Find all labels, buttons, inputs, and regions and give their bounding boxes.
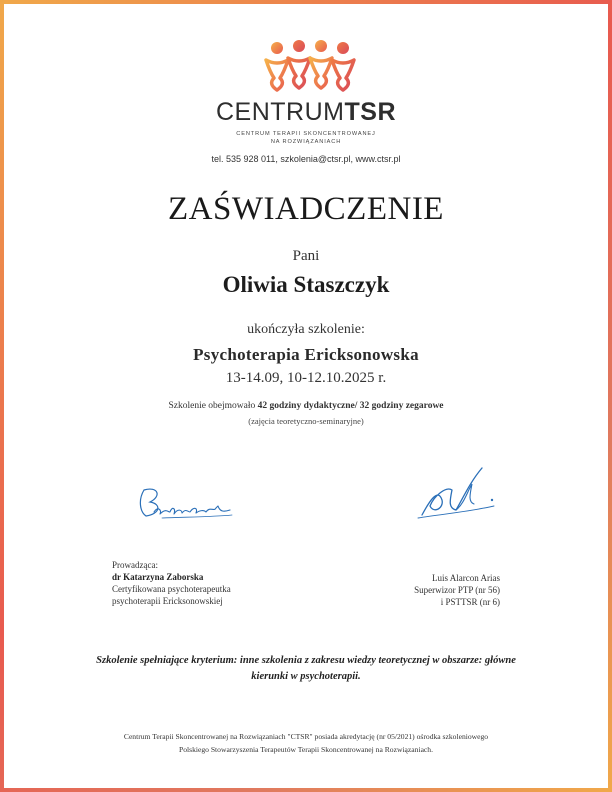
lecturer-signature xyxy=(132,482,242,522)
format-note: (zajęcia teoretyczno-seminaryjne) xyxy=(248,416,364,426)
supervisor-name: Luis Alarcon Arias xyxy=(432,573,500,583)
lecturer-label: Prowadząca: xyxy=(112,560,158,570)
supervisor-block xyxy=(414,572,500,608)
footer-line1: Centrum Terapii Skoncentrowanej na Rozwiązaniach "CTSR" posiada akredytację (nr 05/2021) ośrodka szkoleniowego xyxy=(123,732,489,741)
lecturer-block xyxy=(112,559,231,607)
logo-people-icon xyxy=(260,38,360,94)
hours-bold: 42 godziny dydaktyczne/ 32 godziny zegarowe xyxy=(257,401,444,411)
brand-subtitle-line2: NA ROZWIĄZANIACH xyxy=(270,139,342,145)
course-name: Psychoterapia Ericksonowska xyxy=(193,345,419,364)
footer-line2: Polskiego Stowarzyszenia Terapeutów Terapii Skoncentrowanej na Rozwiązaniach. xyxy=(178,745,434,754)
certificate-title: ZAŚWIADCZENIE xyxy=(168,191,444,227)
lecturer-title-line1: Certyfikowana psychoterapeutka xyxy=(112,584,231,594)
brand-subtitle-line1: CENTRUM TERAPII SKONCENTROWANEJ xyxy=(236,131,376,137)
completed-text: ukończyła szkolenie: xyxy=(247,322,365,337)
criterion-note: Szkolenie spełniające kryterium: inne szkolenia z zakresu wiedzy teoretycznej w obszarze: główne kierunki w psychoterapii. xyxy=(96,655,516,682)
course-hours xyxy=(4,401,608,411)
recipient-name: Oliwia Staszczyk xyxy=(222,272,390,297)
hours-prefix: Szkolenie obejmowało xyxy=(168,401,258,411)
salutation: Pani xyxy=(292,248,320,264)
supervisor-title-line2: i PSTTSR (nr 6) xyxy=(440,597,500,607)
lecturer-name: dr Katarzyna Zaborska xyxy=(112,572,204,582)
accreditation-footer xyxy=(64,730,548,756)
supervisor-signature xyxy=(412,460,502,525)
brand-subtitle xyxy=(4,130,608,146)
brand-light: CENTRUM xyxy=(216,98,345,126)
supervisor-title-line1: Superwizor PTP (nr 56) xyxy=(414,585,500,595)
contact-info: tel. 535 928 011, szkolenia@ctsr.pl, www.ctsr.pl xyxy=(211,154,401,164)
brand-bold: TSR xyxy=(344,98,396,126)
lecturer-title-line2: psychoterapii Ericksonowskiej xyxy=(112,596,223,606)
brand-name xyxy=(4,98,608,127)
course-dates: 13-14.09, 10-12.10.2025 r. xyxy=(225,370,387,386)
